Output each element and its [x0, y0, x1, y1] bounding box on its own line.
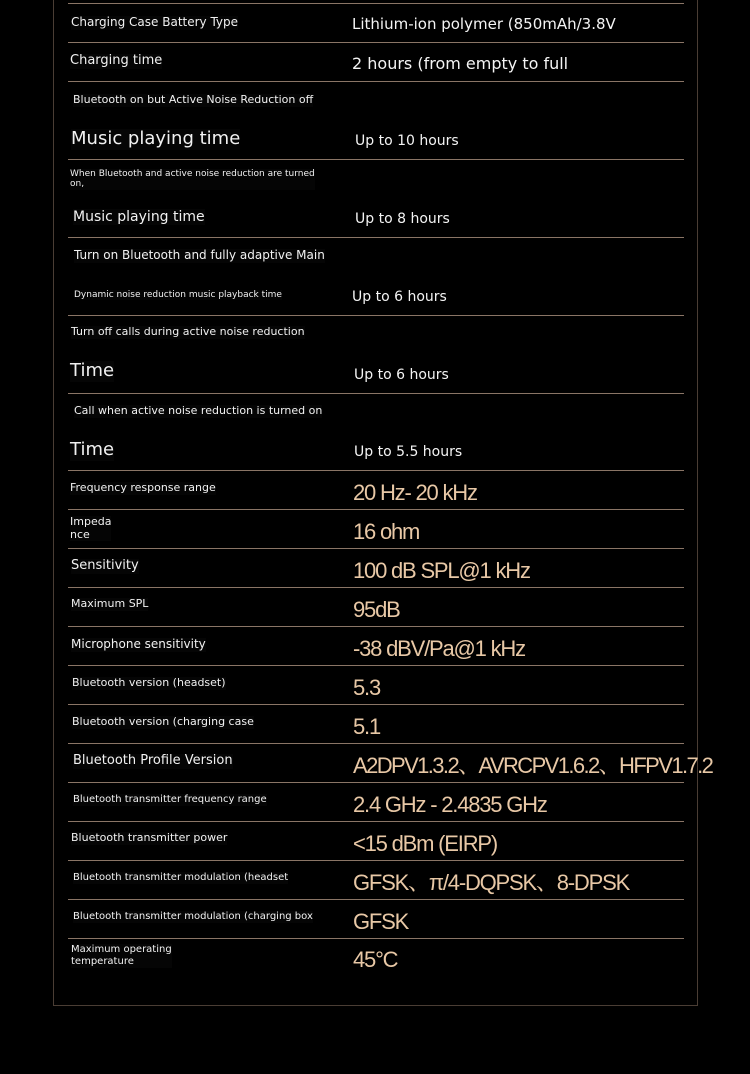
bt-modulation-headset-value: GFSK、π/4-DQPSK、8-DPSK — [353, 870, 630, 895]
row-divider — [68, 899, 684, 900]
row-divider — [68, 315, 684, 316]
impedance-value: 16 ohm — [353, 519, 420, 544]
row-divider — [68, 470, 684, 471]
bt-power-value: <15 dBm (EIRP) — [353, 831, 497, 856]
row-divider — [68, 938, 684, 939]
row-divider — [68, 42, 684, 43]
bluetooth-version-case-label: Bluetooth version (charging case — [72, 715, 254, 728]
bluetooth-profile-value: A2DPV1.3.2、AVRCPV1.6.2、HFPV1.7.2 — [353, 753, 713, 778]
section-heading: Turn off calls during active noise reduction — [71, 325, 305, 338]
row-divider — [68, 3, 684, 4]
row-divider — [68, 704, 684, 705]
time-value: Up to 6 hours — [354, 367, 449, 383]
row-divider — [68, 665, 684, 666]
section-heading: Turn on Bluetooth and fully adaptive Main — [74, 248, 325, 262]
max-spl-value: 95dB — [353, 597, 400, 622]
bt-frequency-range-label: Bluetooth transmitter frequency range — [73, 794, 267, 805]
row-divider — [68, 237, 684, 238]
bluetooth-profile-label: Bluetooth Profile Version — [73, 753, 233, 768]
playback-time-value: Up to 6 hours — [352, 289, 447, 305]
bluetooth-version-headset-label: Bluetooth version (headset) — [72, 676, 226, 689]
max-temperature-label — [71, 944, 172, 968]
bt-modulation-box-label: Bluetooth transmitter modulation (charging box — [73, 911, 313, 922]
bt-power-label: Bluetooth transmitter power — [71, 831, 228, 844]
row-divider — [68, 587, 684, 588]
frequency-response-label: Frequency response range — [70, 481, 216, 494]
max-temperature-value: 45°C — [353, 947, 398, 972]
row-divider — [68, 509, 684, 510]
row-divider — [68, 743, 684, 744]
playback-time-label: Dynamic noise reduction music playback time — [74, 290, 282, 300]
bluetooth-version-headset-value: 5.3 — [353, 675, 380, 700]
music-playing-time-label: Music playing time — [73, 209, 205, 225]
battery-type-label: Charging Case Battery Type — [71, 15, 239, 29]
impedance-label — [70, 516, 111, 541]
time-value: Up to 5.5 hours — [354, 444, 463, 460]
row-divider — [68, 548, 684, 549]
section-heading: Bluetooth on but Active Noise Reduction off — [73, 93, 314, 106]
row-divider — [68, 860, 684, 861]
frequency-response-value: 20 Hz- 20 kHz — [353, 480, 477, 505]
time-label: Time — [70, 439, 115, 460]
section-heading: When Bluetooth and active noise reduction are turned on, — [70, 169, 315, 190]
bluetooth-version-case-value: 5.1 — [353, 714, 380, 739]
bt-modulation-box-value: GFSK — [353, 909, 409, 934]
max-temperature-label-line2: temperature — [71, 956, 134, 967]
row-divider — [68, 159, 684, 160]
microphone-sensitivity-label: Microphone sensitivity — [71, 637, 206, 651]
music-playing-time-value: Up to 10 hours — [355, 133, 459, 149]
sensitivity-value: 100 dB SPL@1 kHz — [353, 558, 530, 583]
charging-time-label: Charging time — [70, 53, 163, 68]
charging-time-value: 2 hours (from empty to full — [352, 54, 569, 73]
section-heading: Call when active noise reduction is turned on — [74, 404, 323, 417]
max-spl-label: Maximum SPL — [71, 597, 149, 610]
row-divider — [68, 393, 684, 394]
impedance-label-line2: nce — [70, 527, 90, 541]
row-divider — [68, 782, 684, 783]
row-divider — [68, 626, 684, 627]
time-label: Time — [70, 360, 115, 381]
row-divider — [68, 81, 684, 82]
bt-frequency-range-value: 2.4 GHz - 2.4835 GHz — [353, 792, 547, 817]
bt-modulation-headset-label: Bluetooth transmitter modulation (headset — [73, 872, 289, 883]
impedance-label-line1: Impeda — [70, 515, 112, 528]
music-playing-time-value: Up to 8 hours — [355, 211, 450, 227]
max-temperature-label-line1: Maximum operating — [71, 944, 172, 955]
battery-type-value: Lithium-ion polymer (850mAh/3.8V — [352, 15, 616, 33]
microphone-sensitivity-value: -38 dBV/Pa@1 kHz — [353, 636, 525, 661]
sensitivity-label: Sensitivity — [71, 558, 139, 573]
row-divider — [68, 821, 684, 822]
music-playing-time-label: Music playing time — [71, 128, 241, 149]
